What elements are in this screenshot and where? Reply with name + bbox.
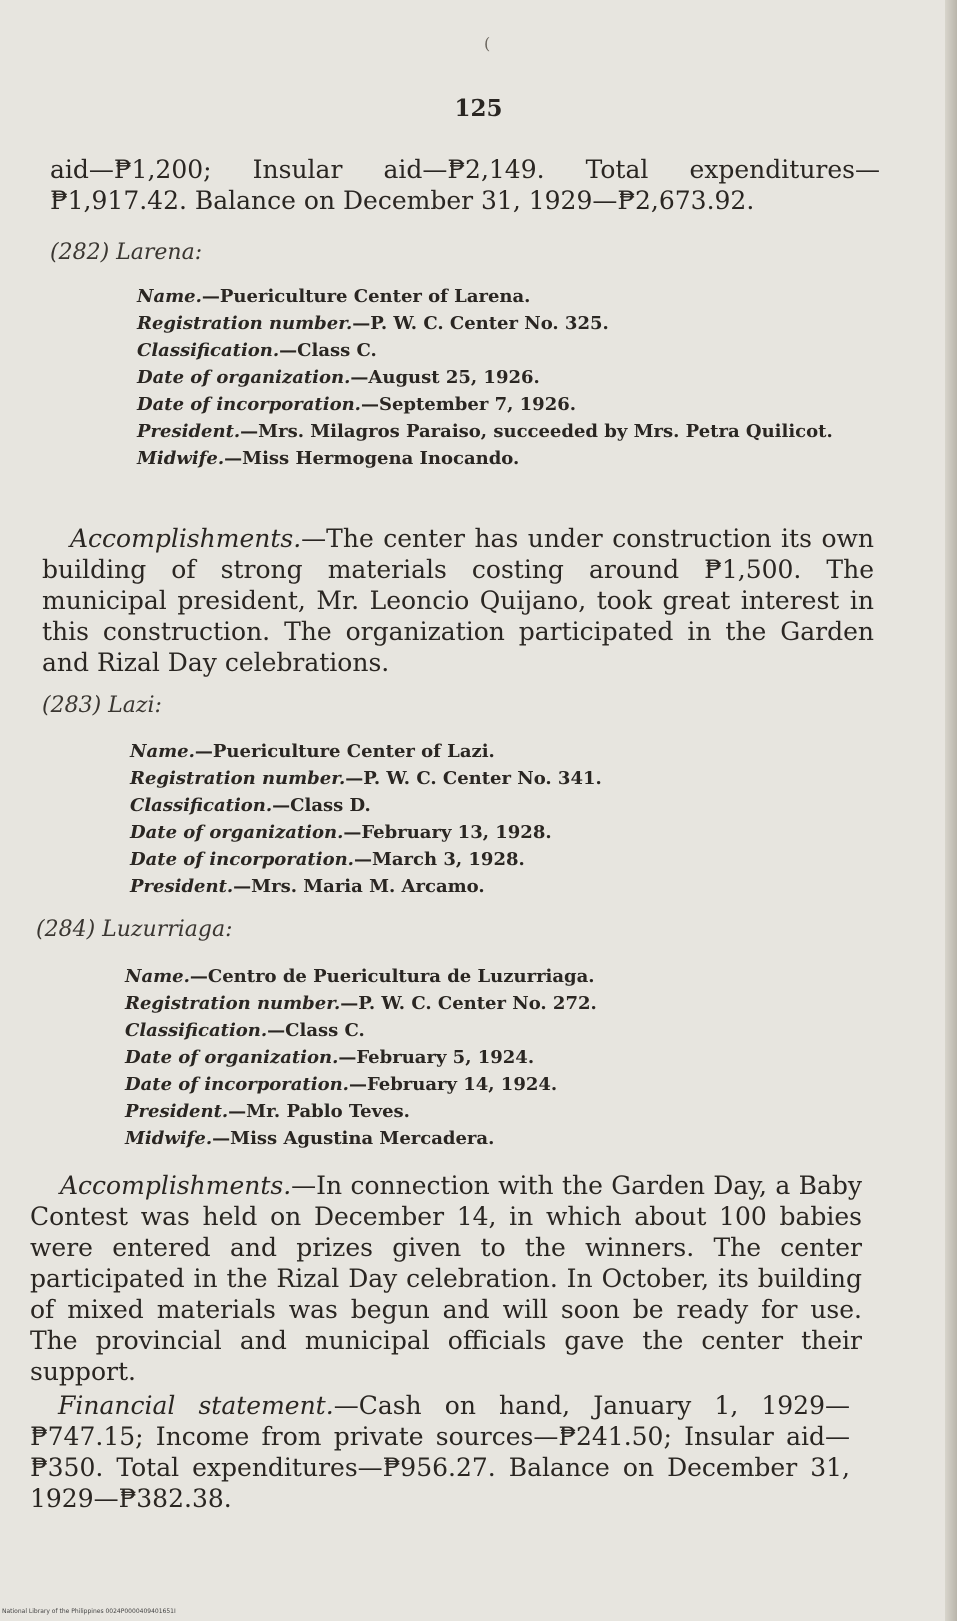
entry-name	[137, 283, 877, 310]
entry-organization-date	[130, 819, 870, 846]
entry-classification	[137, 337, 877, 364]
entry-label: Date of incorporation.	[137, 394, 361, 415]
entries-larena	[137, 283, 877, 472]
entry-value: —Mr. Pablo Teves.	[228, 1101, 410, 1122]
entry-label: Date of organization.	[137, 367, 351, 388]
section-heading-lazi: (283) Lazi:	[42, 693, 162, 718]
entry-label: Date of organization.	[130, 822, 344, 843]
entries-lazi	[130, 738, 870, 900]
entry-value: —February 14, 1924.	[348, 1074, 558, 1095]
entry-value: —P. W. C. Center No. 341.	[345, 768, 602, 789]
entry-value: —Miss Hermogena Inocando.	[224, 448, 520, 469]
entry-label: President.	[137, 421, 241, 442]
page-edge-shadow	[945, 0, 957, 1621]
entry-label: Registration number.	[137, 313, 353, 334]
entry-value: —Class C.	[267, 1020, 365, 1041]
entry-value: —February 5, 1924.	[338, 1047, 535, 1068]
entry-midwife	[125, 1125, 865, 1152]
entry-president	[125, 1098, 865, 1125]
entry-organization-date	[125, 1044, 865, 1071]
page-number: 125	[454, 95, 503, 122]
entry-label: Midwife.	[137, 448, 225, 469]
entry-value: —September 7, 1926.	[360, 394, 577, 415]
entry-label: Date of incorporation.	[130, 849, 354, 870]
accomplishments-paragraph-luzurriaga	[30, 1170, 862, 1387]
entry-value: —Mrs. Maria M. Arcamo.	[233, 876, 485, 897]
entry-president	[137, 418, 877, 445]
entry-label: Registration number.	[125, 993, 341, 1014]
entry-value: —Centro de Puericultura de Luzurriaga.	[189, 966, 595, 987]
entry-value: —Class C.	[279, 340, 377, 361]
entry-midwife	[137, 445, 877, 472]
entries-luzurriaga	[125, 963, 865, 1152]
entry-value: —P. W. C. Center No. 325.	[352, 313, 609, 334]
entry-classification	[125, 1017, 865, 1044]
entry-label: Midwife.	[125, 1128, 213, 1149]
financial-statement-text: —Cash on hand, January 1, 1929—₱747.15; Income from private sources—₱241.50; Insular aid—₱350. Total expenditures—₱956.27. Balance on December 31, 1929—₱382.38.	[30, 1391, 850, 1513]
accomplishments-label: Accomplishments.	[70, 524, 302, 553]
scan-footer-mark: National Library of the Philippines 0024P0000409401651I	[2, 1608, 176, 1615]
entry-label: Classification.	[130, 795, 273, 816]
entry-value: —August 25, 1926.	[350, 367, 540, 388]
entry-label: Name.	[137, 286, 202, 307]
entry-value: —February 13, 1928.	[343, 822, 552, 843]
section-heading-larena: (282) Larena:	[50, 240, 203, 265]
entry-classification	[130, 792, 870, 819]
entry-incorporation-date	[125, 1071, 865, 1098]
accomplishments-paragraph-larena	[42, 523, 874, 678]
entry-registration	[130, 765, 870, 792]
entry-label: Date of incorporation.	[125, 1074, 349, 1095]
entry-label: Registration number.	[130, 768, 346, 789]
entry-label: Classification.	[125, 1020, 268, 1041]
financial-statement-label: Financial statement.	[58, 1391, 334, 1420]
accomplishments-label: Accomplishments.	[60, 1171, 292, 1200]
entry-value: —Mrs. Milagros Paraiso, succeeded by Mrs. Petra Quilicot.	[240, 421, 833, 442]
accomplishments-text: —In connection with the Garden Day, a Baby Contest was held on December 14, in which about 100 babies were entered and prizes given to the winners. The center participated in the Rizal Day celebration. In October, its building of mixed materials was begun and will soon be ready for use. The provincial and municipal officials gave the center their support.	[30, 1171, 862, 1386]
entry-value: —Puericulture Center of Larena.	[201, 286, 531, 307]
entry-value: —March 3, 1928.	[353, 849, 525, 870]
entry-value: —Puericulture Center of Lazi.	[194, 741, 495, 762]
entry-label: Date of organization.	[125, 1047, 339, 1068]
entry-label: Name.	[125, 966, 190, 987]
entry-label: Name.	[130, 741, 195, 762]
entry-name	[125, 963, 865, 990]
top-mark: (	[484, 34, 491, 53]
accomplishments-text: —The center has under construction its own building of strong materials costing around ₱1,500. The municipal president, Mr. Leoncio Quijano, took great interest in this construction. The organization participated in the Garden and Rizal Day celebrations.	[42, 524, 874, 677]
intro-paragraph: aid—₱1,200; Insular aid—₱2,149. Total expenditures—₱1,917.42. Balance on December 31, 1929—₱2,673.92.	[50, 155, 880, 215]
financial-statement-paragraph	[30, 1390, 850, 1514]
entry-value: —Miss Agustina Mercadera.	[212, 1128, 495, 1149]
entry-registration	[125, 990, 865, 1017]
entry-organization-date	[137, 364, 877, 391]
entry-registration	[137, 310, 877, 337]
entry-incorporation-date	[137, 391, 877, 418]
entry-label: Classification.	[137, 340, 280, 361]
entry-name	[130, 738, 870, 765]
entry-incorporation-date	[130, 846, 870, 873]
entry-president	[130, 873, 870, 900]
entry-label: President.	[125, 1101, 229, 1122]
section-heading-luzurriaga: (284) Luzurriaga:	[36, 917, 233, 942]
entry-label: President.	[130, 876, 234, 897]
entry-value: —Class D.	[272, 795, 371, 816]
entry-value: —P. W. C. Center No. 272.	[340, 993, 597, 1014]
